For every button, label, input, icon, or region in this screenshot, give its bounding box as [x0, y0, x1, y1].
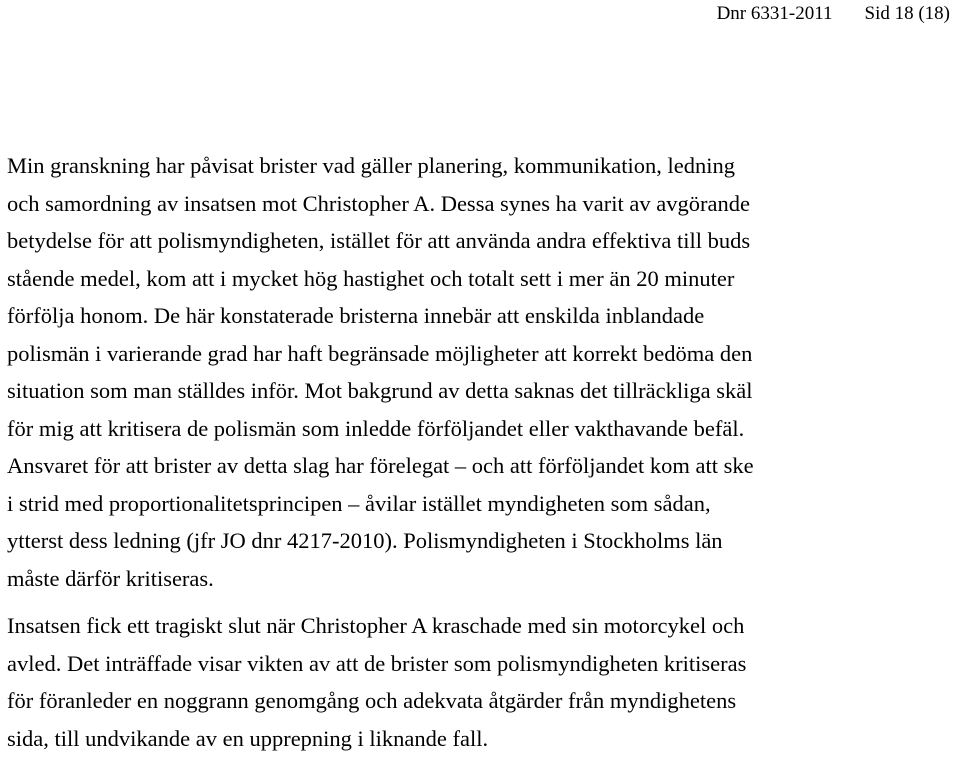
- text-line: situation som man ställdes inför. Mot bakgrund av detta saknas det tillräckliga skäl: [7, 372, 955, 410]
- text-line: förfölja honom. De här konstaterade bristerna innebär att enskilda inblandade: [7, 297, 955, 335]
- text-line: i strid med proportionalitetsprincipen – åvilar istället myndigheten som sådan,: [7, 485, 955, 523]
- paragraph-conclusion: [7, 147, 955, 597]
- text-line: måste därför kritiseras.: [7, 560, 955, 598]
- text-line: polismän i varierande grad har haft begränsade möjligheter att korrekt bedöma den: [7, 335, 955, 373]
- page-number: Sid 18 (18): [865, 3, 951, 24]
- text-line: stående medel, kom att i mycket hög hastighet och totalt sett i mer än 20 minuter: [7, 260, 955, 298]
- text-line: sida, till undvikande av en upprepning i liknande fall.: [7, 720, 955, 757]
- case-number: Dnr 6331-2011: [717, 3, 833, 24]
- text-line: Ansvaret för att brister av detta slag har förelegat – och att förföljandet kom att ske: [7, 447, 955, 485]
- page-header: [717, 2, 950, 26]
- text-line: för mig att kritisera de polismän som inledde förföljandet eller vakthavande befäl.: [7, 410, 955, 448]
- text-line: ytterst dess ledning (jfr JO dnr 4217-2010). Polismyndigheten i Stockholms län: [7, 522, 955, 560]
- text-line: betydelse för att polismyndigheten, istället för att använda andra effektiva till buds: [7, 222, 955, 260]
- paragraph-outcome: [7, 607, 955, 757]
- text-line: Insatsen fick ett tragiskt slut när Christopher A kraschade med sin motorcykel och: [7, 607, 955, 645]
- text-line: avled. Det inträffade visar vikten av att de brister som polismyndigheten kritiseras: [7, 645, 955, 683]
- text-line: för föranleder en noggrann genomgång och adekvata åtgärder från myndighetens: [7, 682, 955, 720]
- text-line: och samordning av insatsen mot Christopher A. Dessa synes ha varit av avgörande: [7, 185, 955, 223]
- text-line: Min granskning har påvisat brister vad gäller planering, kommunikation, ledning: [7, 147, 955, 185]
